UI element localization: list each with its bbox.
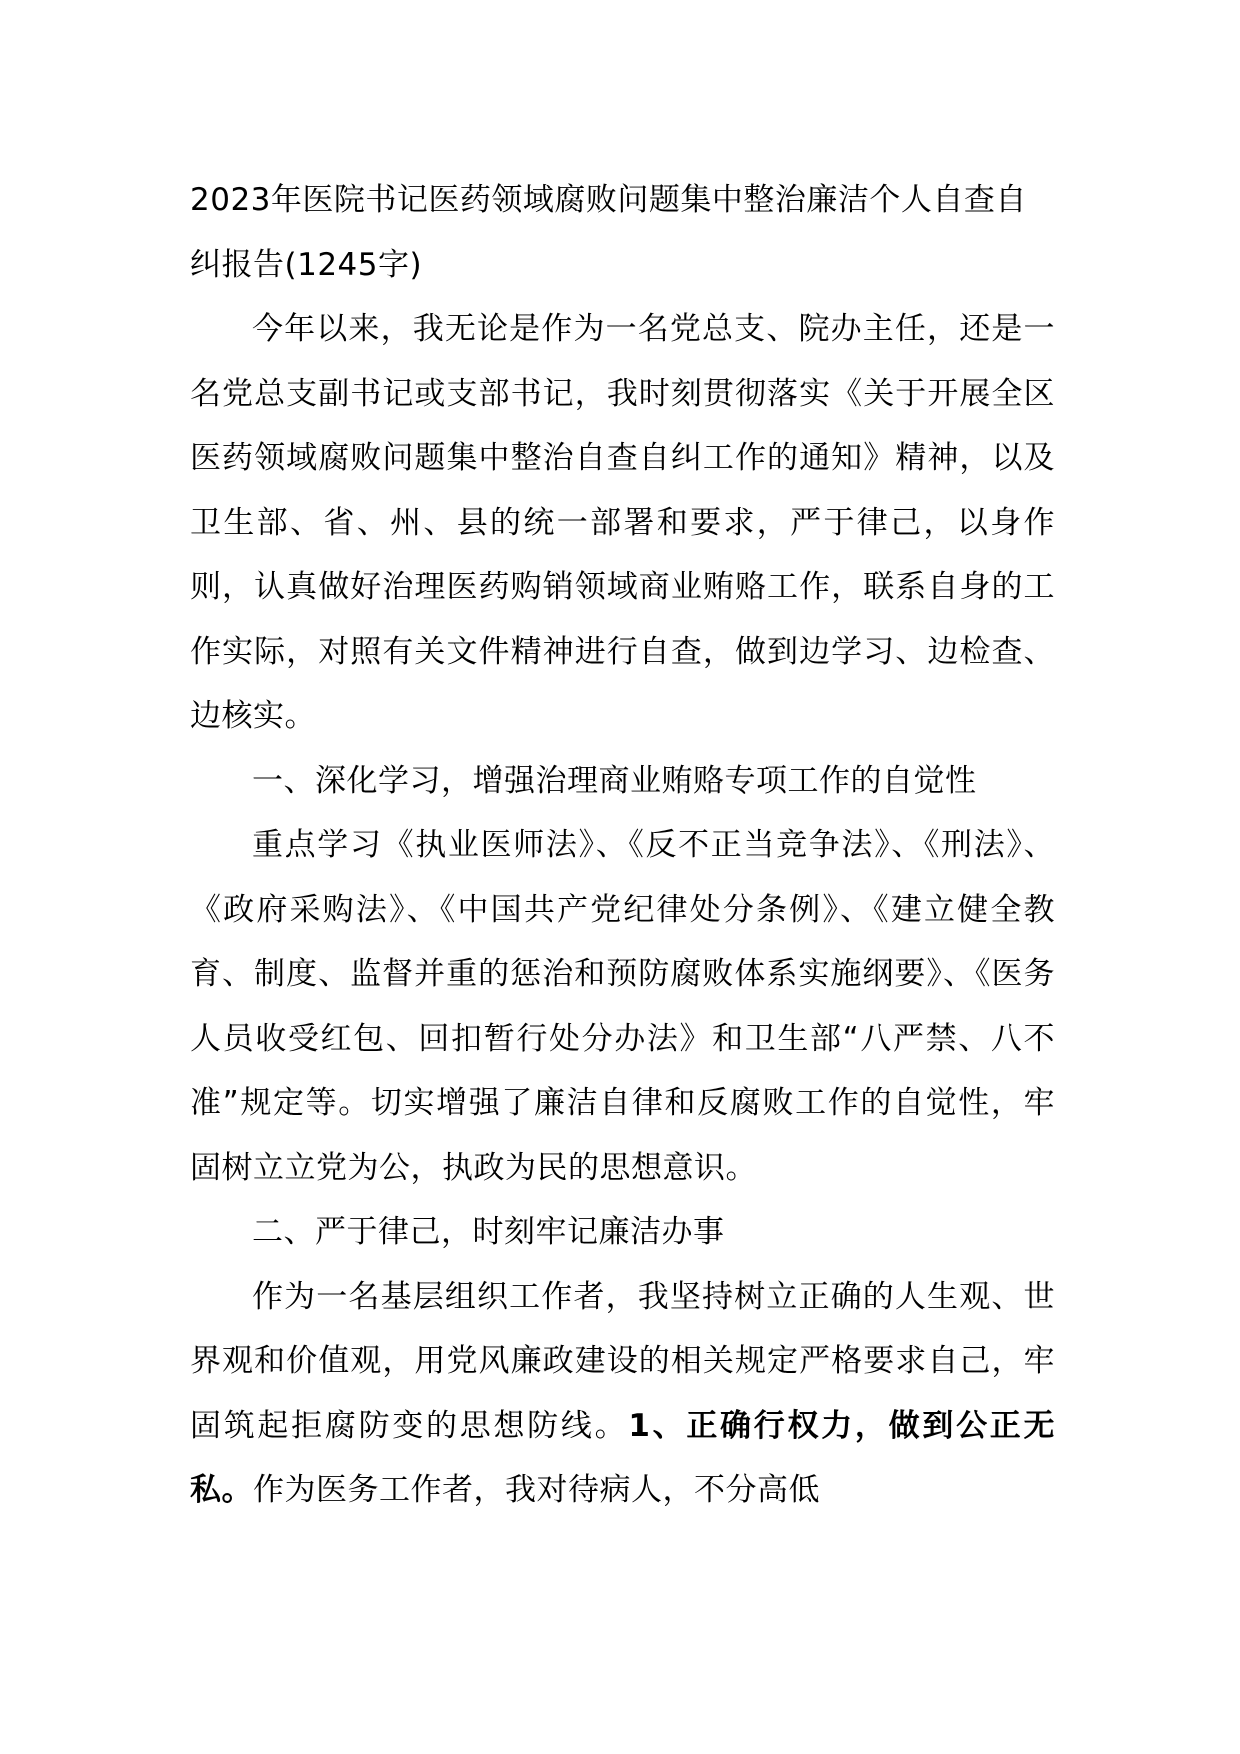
document-page: [190, 168, 1055, 1523]
section-2-bold-point: 1、正确行权力，做到公正无私。: [190, 1407, 1055, 1508]
section-paragraph-2: [190, 1265, 1055, 1523]
section-paragraph-1: 重点学习《执业医师法》、《反不正当竞争法》、《刑法》、《政府采购法》、《中国共产党纪律处分条例》、《建立健全教育、制度、监督并重的惩治和预防腐败体系实施纲要》、《医务人员收受红包、回扣暂行处分办法》和卫生部“八严禁、八不准”规定等。切实增强了廉洁自律和反腐败工作的自觉性，牢固树立立党为公，执政为民的思想意识。: [190, 827, 1055, 1186]
document-title: 2023年医院书记医药领域腐败问题集中整治廉洁个人自查自纠报告(1245字): [190, 182, 1027, 283]
section-2-text-end: 作为医务工作者，我对待病人，不分高低: [253, 1472, 820, 1508]
section-2-text-start: 作为一名基层组织工作者，我坚持树立正确的人生观、世界观和价值观，用党风廉政建设的相关规定严格要求自己，牢固筑起拒腐防变的思想防线。: [190, 1278, 1055, 1444]
section-heading-1: 一、深化学习，增强治理商业贿赂专项工作的自觉性: [252, 762, 977, 799]
intro-paragraph: 今年以来，我无论是作为一名党总支、院办主任，还是一名党总支副书记或支部书记，我时刻贯彻落实《关于开展全区医药领域腐败问题集中整治自查自纠工作的通知》精神，以及卫生部、省、州、县的统一部署和要求，严于律己，以身作则，认真做好治理医药购销领域商业贿赂工作，联系自身的工作实际，对照有关文件精神进行自查，做到边学习、边检查、边核实。: [190, 311, 1055, 734]
section-heading-2: 二、严于律己，时刻牢记廉洁办事: [252, 1214, 725, 1250]
